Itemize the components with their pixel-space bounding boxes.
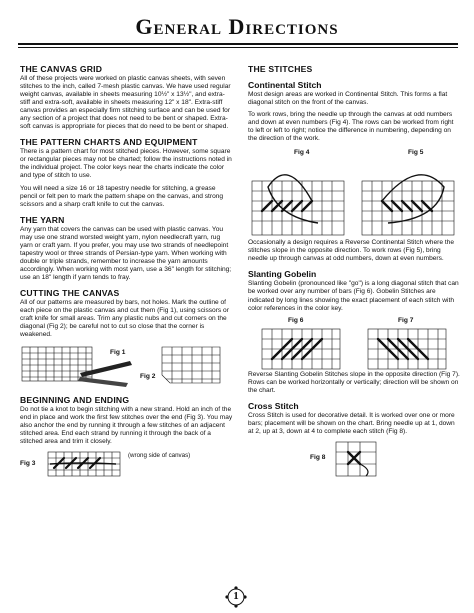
slanting-gobelin-text: Slanting Gobelin (pronounced like "go") is a long diagonal stitch that can be worked over any number of bars (Fig 6). Gobelin Stitches are indicated by long lines showing the exact placement of each stitch with color references in the color key. (248, 280, 459, 312)
canvas-grid-heading: THE CANVAS GRID (20, 64, 103, 74)
fig1-label: Fig 1 (110, 349, 126, 357)
fig3-caption: (wrong side of canvas) (128, 452, 191, 460)
continental-heading: Continental Stitch (248, 80, 322, 90)
continental-stitch-diagrams (248, 147, 460, 239)
fig8-label: Fig 8 (310, 453, 326, 461)
yarn-text: Any yarn that covers the canvas can be used with plastic canvas. You may use one strand worsted weight yarn, nylon needlecraft yarn, rug yarn or craft yarn. If you prefer, you may use two strands of needlepoint tapestry wool or three strands of Persian-type yarn. When working with double or triple strands, remember to increase the yarn amounts accordingly. When working with most yarn, use a 36" length for stitching; use an 18" length if yarn tends to fray. (20, 225, 232, 281)
left-column (20, 58, 234, 478)
title-rule-top (18, 43, 458, 45)
cross-stitch-heading: Cross Stitch (248, 400, 299, 411)
reverse-continental-text: Occasionally a design requires a Reverse Continental Stitch where the stitches slope in the opposite direction. To work rows (Fig 5), bring needle up through canvas at odd numbers, down at even numbers. (248, 239, 454, 263)
beginning-heading: BEGINNING AND ENDING (20, 395, 130, 406)
slanting-gobelin-heading: Slanting Gobelin (248, 269, 317, 280)
stitches-heading: THE STITCHES (248, 64, 313, 74)
fig7-label: Fig 7 (398, 316, 414, 324)
continental-text: Most design areas are worked in Continental Stitch. This forms a flat diagonal stitch on the front of the canvas. (248, 91, 448, 107)
fig6-fig7-illustration (248, 317, 460, 371)
fig5-label: Fig 5 (408, 149, 424, 157)
canvas-grid-text: All of these projects were worked on plastic canvas sheets, with seven stitches to the inch, called 7-mesh plastic canvas. We have used regular weight canvas, available in sheets measuring 10½" x 13½", and extra-stiff and extra-soft, available in sheets measuring 12" x 18". Extra-stiff canvas provides an especially firm stitching surface and can be used for any section of a project that does not need to be bent or shaped. Extra-soft canvas is appropriate for pieces that do need to be bent or shaped. (20, 75, 231, 131)
beginning-text: Do not tie a knot to begin stitching with a new strand. Hold an inch of the end in place and work the first few stitches over the end (Fig 3). You may also anchor the end by running it through a few stitches of an adjacent stitched area. End each strand by running it through the back of a stitched area and trim it closely. (20, 406, 233, 446)
fig3-label: Fig 3 (20, 460, 36, 468)
page-title: General Directions (135, 14, 339, 39)
cutting-text: All of our patterns are measured by bars, not holes. Mark the outline of each piece on the plastic canvas and cut them (Fig 1), using scissors or craft knife for small areas. Trim any plastic nubs and cut corners on the diagonal (Fig 2); be careful not to cut so close that the corner is weakened. (20, 298, 229, 339)
fig8-illustration (248, 440, 460, 478)
pattern-charts-text: There is a pattern chart for most stitched pieces. However, some square or rectangular pieces may not be charted; follow the instructions noted in the individual project. The color keys near the charts indicate the color and type of stitch to use. (20, 148, 232, 180)
fig6-label: Fig 6 (288, 316, 304, 324)
anchored-strand-illustration (20, 450, 234, 478)
cross-stitch-text: Cross Stitch is used for decorative detail. It is worked over one or more bars; placement will be shown on the chart. Bring needle up at 1, down at 2, up at 3, down at 4 to complete each stitch (Fig 8). (248, 411, 455, 435)
continental-rows-text: To work rows, bring the needle up through the canvas at odd numbers and down at even numbers (Fig 4). The rows can be worked from right to left or left to right; notice the difference in numbering, depending on the direction of the work. (248, 111, 454, 143)
fig3-illustration (20, 450, 234, 478)
fig1-fig2-illustration (20, 343, 234, 389)
equipment-text: You will need a size 16 or 18 tapestry needle for stitching, a grease pencil or felt pen to mark the pattern shape on the canvas, and strong scissors and a sharp craft knife to cut the canvas. (20, 184, 224, 208)
fig2-label: Fig 2 (140, 373, 156, 381)
yarn-heading: THE YARN (20, 214, 65, 225)
title-rule-bottom (18, 47, 458, 48)
page-number: 1 (233, 590, 239, 602)
pattern-charts-heading: THE PATTERN CHARTS AND EQUIPMENT (20, 137, 198, 148)
cross-stitch-diagram (248, 440, 460, 478)
fig4-fig5-illustration (248, 147, 460, 239)
scissors-canvas-illustration (20, 343, 234, 389)
right-column (248, 58, 460, 478)
reverse-slanting-text: Reverse Slanting Gobelin Stitches slope in the opposite direction (Fig 7). Rows can be worked horizontally or vertically; direction will be shown on the chart. (248, 370, 460, 394)
cutting-heading: CUTTING THE CANVAS (20, 287, 120, 298)
fig4-label: Fig 4 (294, 149, 310, 157)
gobelin-stitch-diagrams (248, 317, 460, 371)
